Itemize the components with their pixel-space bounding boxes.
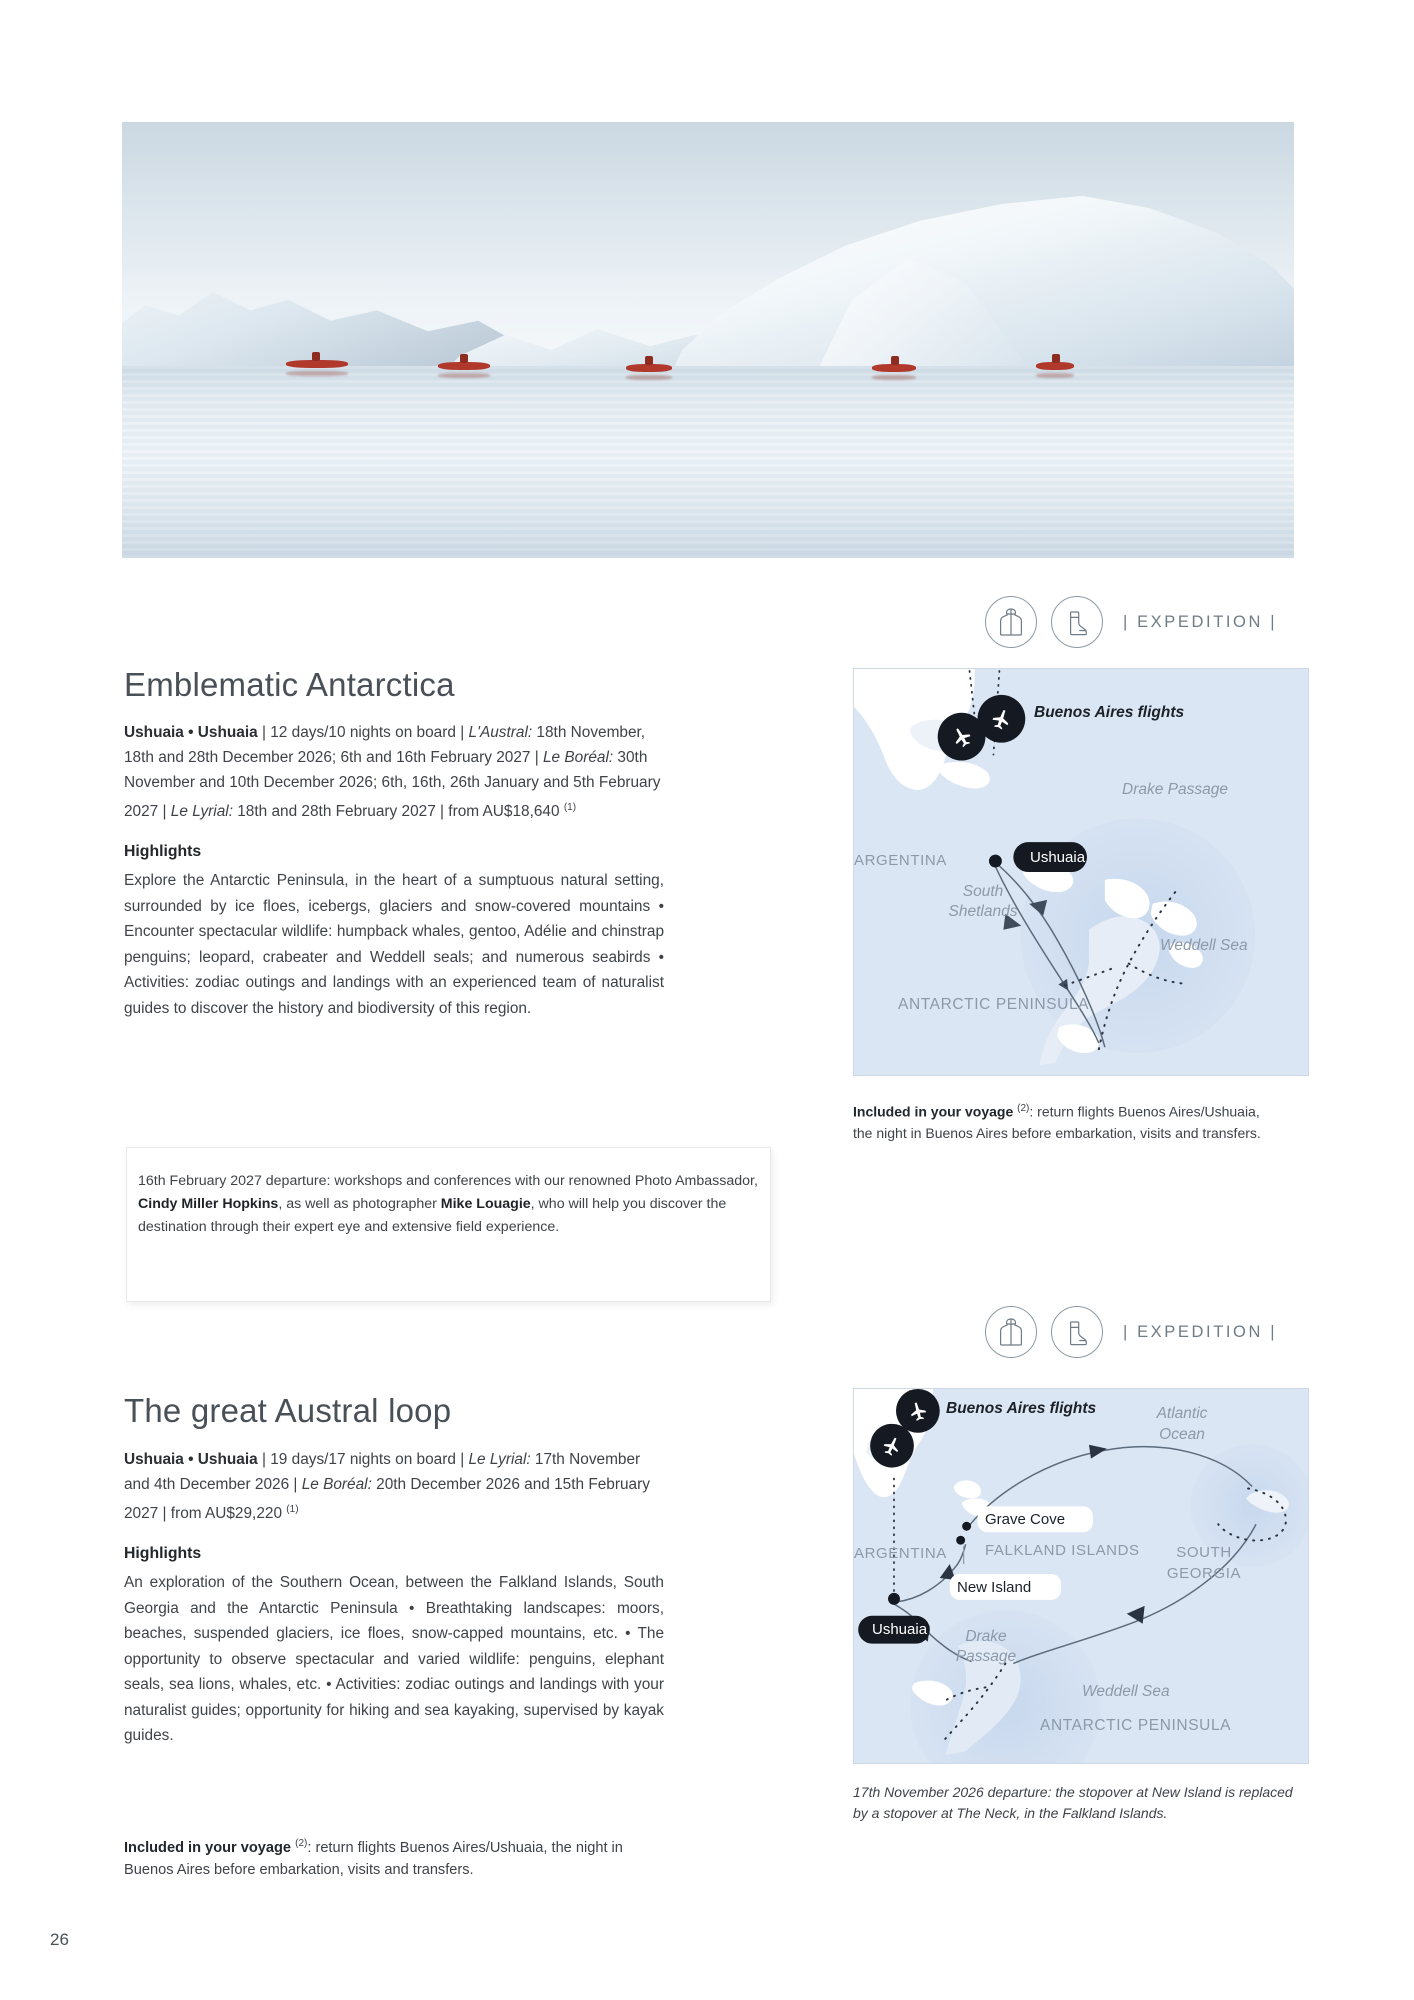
expedition-badge-row-2	[985, 1306, 1277, 1358]
voyage-2-ship-1: Le Lyrial:	[468, 1451, 531, 1468]
voyage-2-price-footnote: (1)	[286, 1504, 299, 1515]
parka-icon	[985, 1306, 1037, 1358]
map-emblematic-antarctica[interactable]	[853, 668, 1309, 1076]
voyage-1-price-footnote: (1)	[563, 802, 577, 813]
kayak	[286, 360, 348, 368]
amb-name-mike-louagie: Mike Louagie	[440, 1196, 531, 1212]
voyage-1-ship-2: Le Boréal:	[542, 749, 614, 766]
kayak	[1036, 362, 1074, 370]
page-number: 26	[50, 1930, 69, 1949]
boot-icon	[1051, 1306, 1103, 1358]
map1-label-antarctic-peninsula: ANTARCTIC PENINSULA	[898, 996, 1090, 1013]
voyage-2-price: 20th December 2026 and 15th February 2027 | from AU$29,220	[124, 1476, 650, 1523]
voyage-1-meta	[124, 720, 664, 824]
map1-label-argentina: ARGENTINA	[854, 852, 947, 869]
amb-line-a: 16th February 2027 departure: workshops and conferences with our renowned Photo Ambassador,	[138, 1173, 758, 1189]
map1-included-rest: : return flights Buenos Aires/Ushuaia, the night in Buenos Aires before embarkation, visits and transfers.	[853, 1103, 1261, 1141]
map1-shetlands: Shetlands	[948, 903, 1018, 920]
voyage-2-ship-2: Le Boréal:	[301, 1476, 372, 1493]
map1-south: South	[962, 883, 1004, 900]
map2-label-ushuaia: Ushuaia	[872, 1621, 928, 1638]
voyage-2-included-bold: Included in your voyage	[124, 1839, 296, 1856]
map1-label-buenos-aires-flights: Buenos Aires flights	[1034, 704, 1185, 721]
map2-label-drake-passage	[946, 1627, 1026, 1667]
voyage-1-highlights-label: Highlights	[124, 843, 202, 860]
voyage-1-duration: | 12 days/10 nights on board |	[257, 724, 469, 741]
map2-label-atlantic-ocean	[1136, 1403, 1228, 1445]
map1-included-bold: Included in your voyage	[853, 1103, 1018, 1120]
voyage-2-duration: | 19 days/17 nights on board |	[257, 1451, 469, 1468]
expedition-label: | EXPEDITION |	[1123, 1322, 1278, 1341]
kayak	[438, 362, 490, 370]
map1-included-sup: (2)	[1017, 1103, 1030, 1114]
amb-line-c: , who will help you discover the destination through their expert eye and extensive field experience.	[138, 1196, 727, 1235]
voyage-1-price: 18th and 28th February 2027 | from AU$18,640	[232, 803, 564, 821]
voyage-title-emblematic-antarctica: Emblematic Antarctica	[124, 666, 455, 703]
map2-label-grave-cove: Grave Cove	[985, 1511, 1066, 1528]
voyage-2-route: Ushuaia • Ushuaia	[124, 1451, 258, 1468]
voyage-title-great-austral-loop: The great Austral loop	[124, 1392, 452, 1429]
map1-label-south-shetlands	[938, 882, 1028, 922]
map2-label-argentina: ARGENTINA	[854, 1545, 947, 1562]
voyage-1-ship-1: L'Austral:	[468, 724, 533, 741]
map2-label-weddell-sea: Weddell Sea	[1082, 1683, 1170, 1700]
map2-ocean: Ocean	[1159, 1426, 1205, 1443]
voyage-1-ship-3: Le Lyrial:	[170, 803, 233, 821]
voyage-2-dates-1: 17th November and 4th December 2026 |	[124, 1451, 641, 1493]
map2-label-south-georgia	[1156, 1542, 1252, 1584]
map2-label-falkland-islands: FALKLAND ISLANDS	[985, 1542, 1140, 1559]
amb-name-cindy-miller-hopkins: Cindy Miller Hopkins	[138, 1196, 279, 1212]
voyage-1-highlights-body: Explore the Antarctic Peninsula, in the heart of a sumptuous natural setting, surrounded by ice floes, icebergs, glaciers and snow-covered mountains • Encounter spectacular wildlife: humpback whales, gentoo, Adélie and chinstrap penguins; leopard, crabeater and Weddell seals; and numerous seabirds • Activities: zodiac outings and landings with an experienced team of naturalist guides to discover the history and biodiversity of this region.	[124, 872, 664, 1017]
voyage-2-included-text	[124, 1833, 644, 1882]
voyage-2-included-rest: : return flights Buenos Aires/Ushuaia, the night in Buenos Aires before embarkation, visits and transfers.	[124, 1839, 623, 1879]
map1-label-ushuaia: Ushuaia	[1030, 849, 1086, 866]
voyage-1-dates-1: 18th November, 18th and 28th December 2026; 6th and 16th February 2027 |	[124, 724, 646, 766]
map2-label-buenos-aires-flights: Buenos Aires flights	[946, 1400, 1097, 1417]
hero-photo-antarctica	[122, 122, 1294, 558]
voyage-2-highlights-label: Highlights	[124, 1545, 202, 1562]
voyage-2-included-sup: (2)	[295, 1838, 308, 1849]
map1-label-weddell-sea: Weddell Sea	[1160, 937, 1248, 954]
map2-label-antarctic-peninsula: ANTARCTIC PENINSULA	[1040, 1717, 1232, 1734]
map2-south: SOUTH	[1176, 1544, 1232, 1561]
map1-label-drake-passage: Drake Passage	[1122, 781, 1228, 798]
voyage-1-route: Ushuaia • Ushuaia	[124, 724, 258, 741]
expedition-badge-row-1	[985, 596, 1277, 648]
voyage-1-dates-2: 30th November and 10th December 2026; 6th, 16th, 26th January and 5th February 2027 |	[124, 749, 661, 821]
map2-drake: Drake	[965, 1628, 1007, 1645]
voyage-2-highlights-body: An exploration of the Southern Ocean, between the Falkland Islands, South Georgia and the Antarctic Peninsula • Breathtaking landscapes: moors, beaches, suspended glaciers, ice floes, snow-capped mountains, etc. • The opportunity to observe spectacular and varied wildlife: penguins, elephant seals, sea lions, whales, etc. • Activities: zodiac outings and landings with your naturalist guides; opportunity for hiking and sea kayaking, supervised by kayak guides.	[124, 1574, 664, 1744]
map2-georgia: GEORGIA	[1166, 1565, 1242, 1582]
parka-icon	[985, 596, 1037, 648]
map1-caption-included	[853, 1098, 1263, 1144]
map2-caption-departure-note: 17th November 2026 departure: the stopover at New Island is replaced by a stopover at The Neck, in the Falkland Islands.	[853, 1784, 1293, 1821]
kayak	[872, 364, 916, 372]
photo-ambassador-text	[138, 1170, 758, 1239]
boot-icon	[1051, 596, 1103, 648]
water-reflection	[122, 366, 1294, 558]
kayak	[626, 364, 672, 372]
map2-passage: Passage	[955, 1648, 1017, 1665]
map2-label-new-island: New Island	[957, 1579, 1032, 1596]
voyage-2-meta	[124, 1447, 664, 1526]
map2-atlantic: Atlantic	[1156, 1405, 1208, 1422]
amb-line-b: , as well as photographer	[278, 1196, 441, 1212]
expedition-label: | EXPEDITION |	[1123, 612, 1278, 631]
map-great-austral-loop[interactable]	[853, 1388, 1309, 1764]
